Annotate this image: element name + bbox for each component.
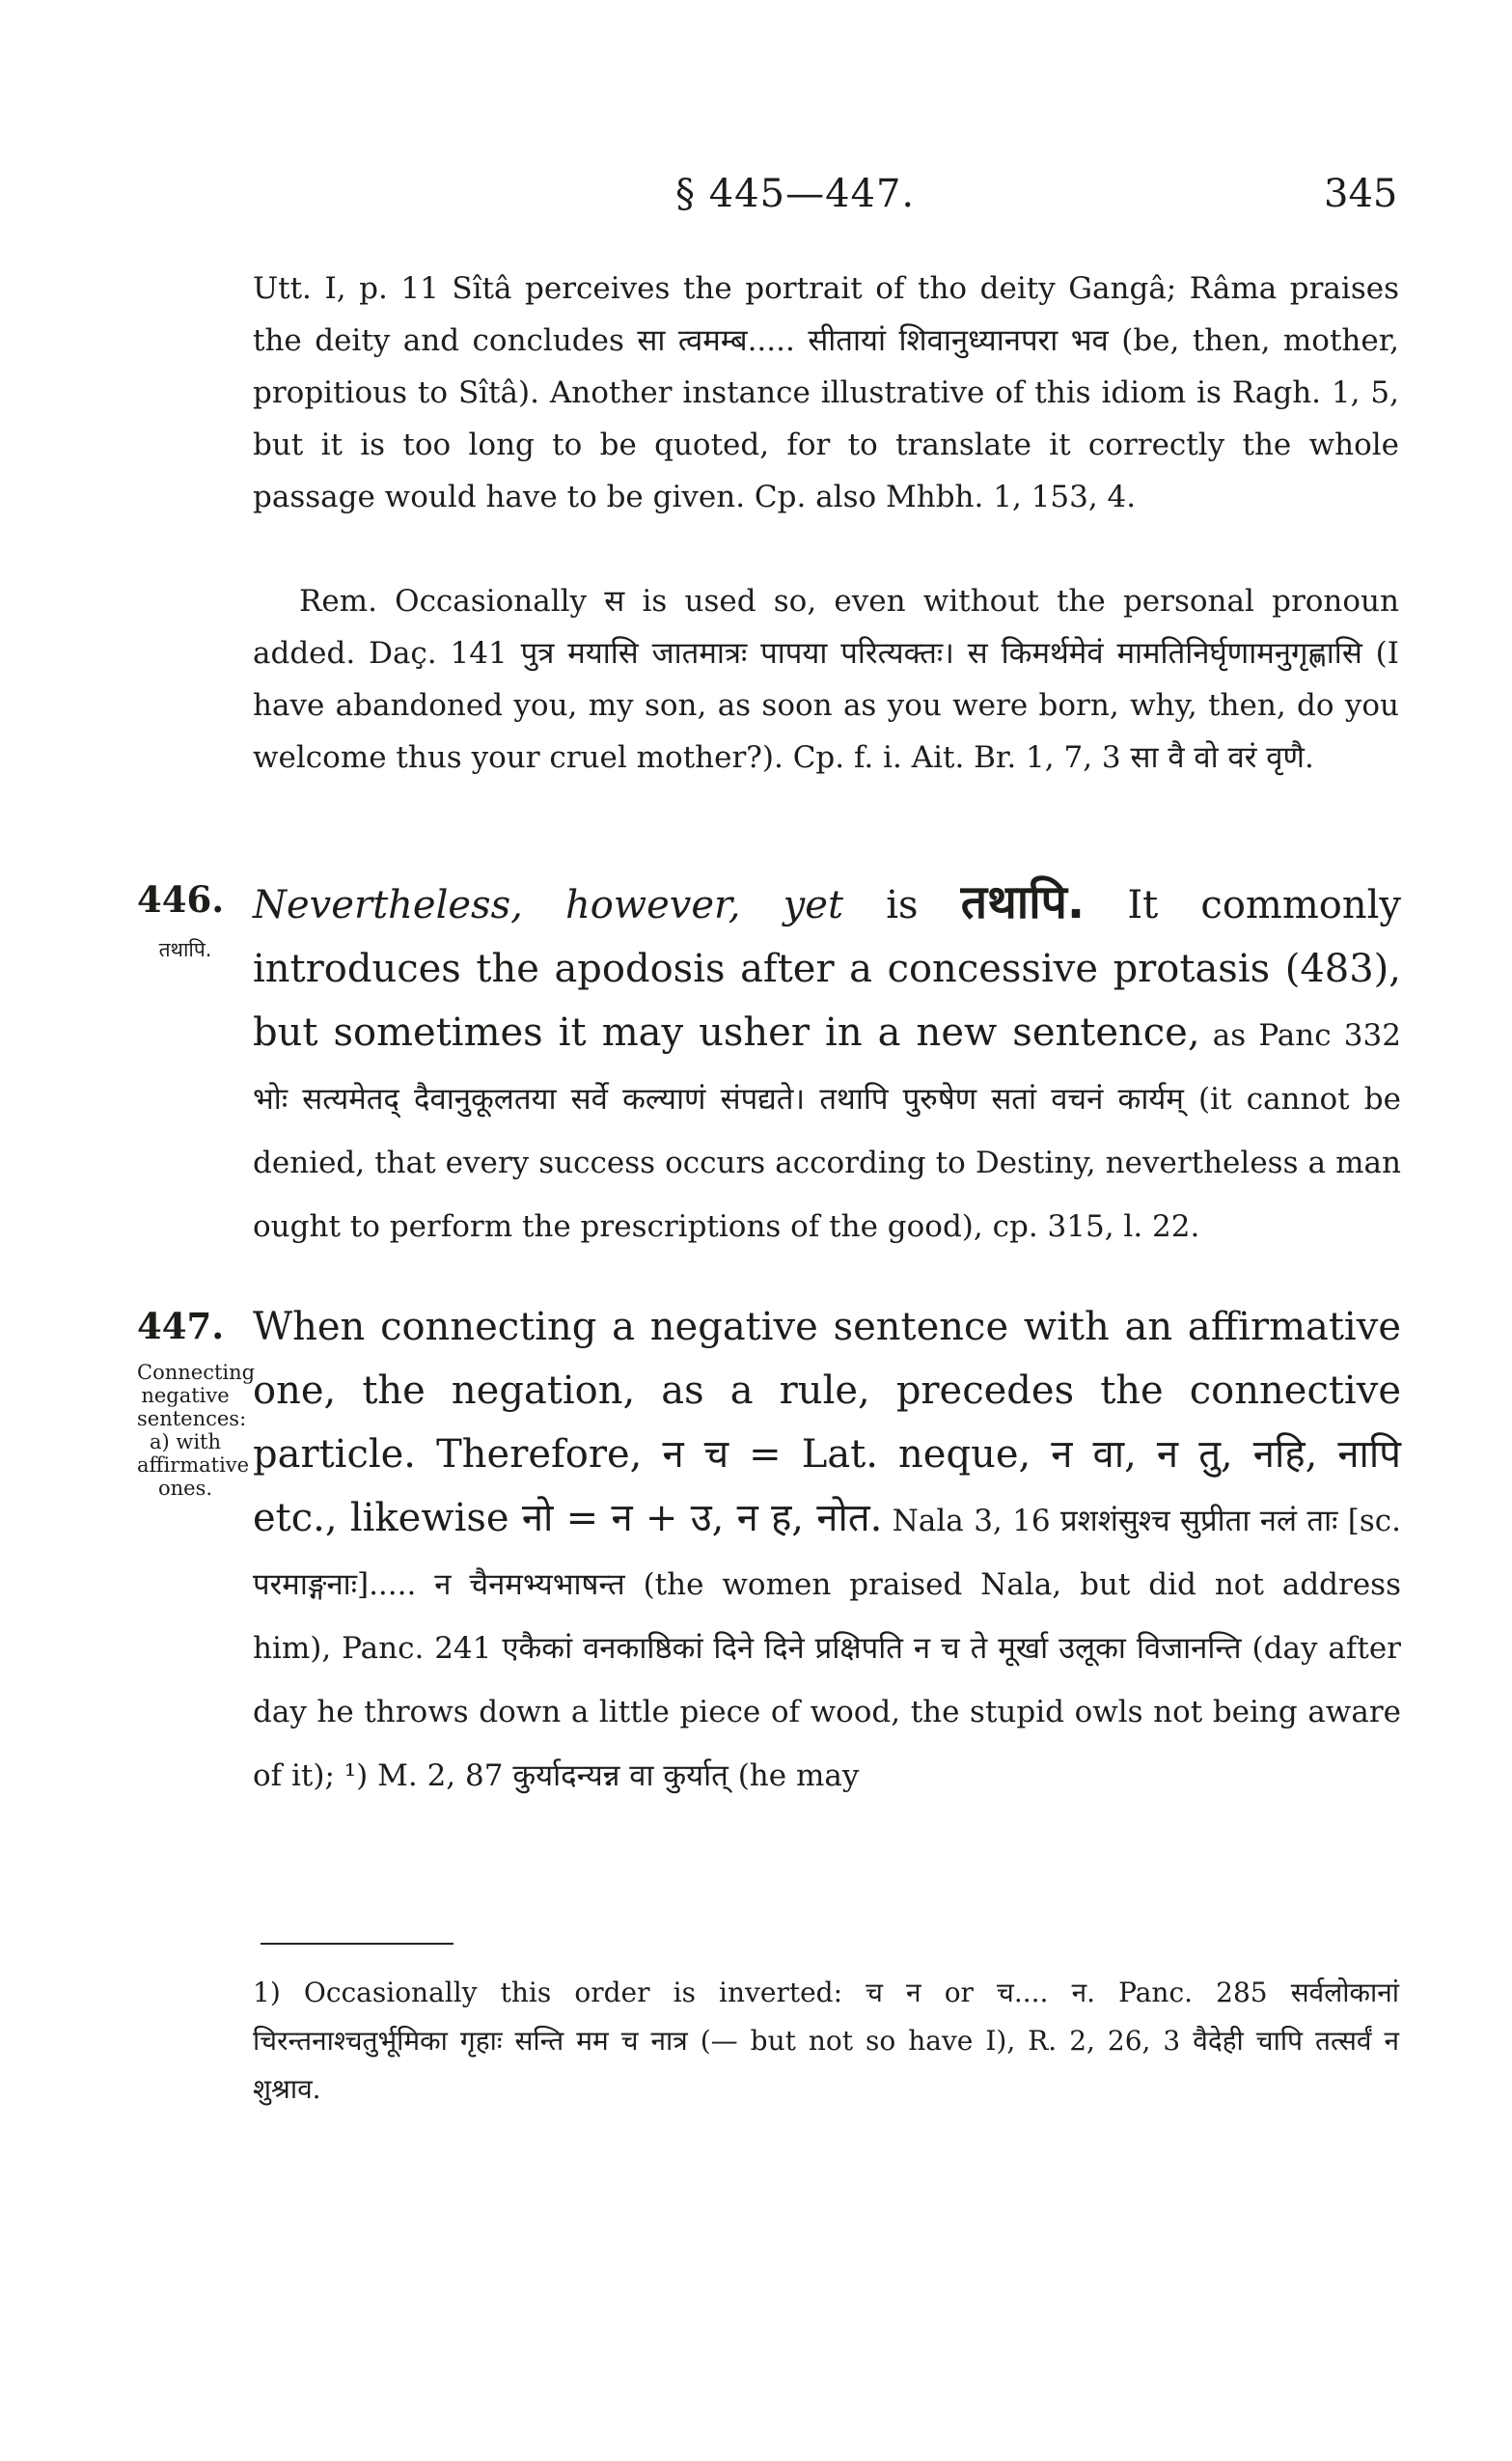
footnote-rule <box>261 1943 454 1945</box>
section-text <box>253 1295 1401 1805</box>
paragraph-445-continued <box>253 263 1399 523</box>
paragraph-text: Utt. I, p. 11 Sîtâ perceives the portrait of tho deity Gangâ; Râma praises the deity and concludes सा त्वमम्ब..... सीतायां शिवानुध्यानपरा भव (be, then, mother, propitious to Sîtâ). Another instance illustrative of this idiom is Ragh. 1, 5, but it is too long to be quoted, for to translate it correctly the whole passage would have to be given. Cp. also Mhbh. 1, 153, 4. <box>253 271 1399 514</box>
section-text <box>253 871 1401 1256</box>
section-headword: तथापि. <box>960 875 1086 929</box>
section-lead: When connecting a negative sentence with an affirmative one, the negation, as a rule, precedes the connective particle. Therefore, न च = Lat. neque, न वा, न तु, नहि, नापि etc., likewise नो = न + उ, न ह, नोत. <box>253 1305 1401 1540</box>
section-number: 447. <box>137 1305 225 1347</box>
running-head: § 445—447. <box>675 172 916 216</box>
footnote <box>253 1969 1399 2114</box>
page-header <box>0 172 1512 230</box>
page-number: 345 <box>1324 172 1398 216</box>
footnote-text: 1) Occasionally this order is inverted: च न or च.... न. Panc. 285 सर्वलोकानां चिरन्तनाश्चतुर्भूमिका गृहाः सन्ति मम च नात्र (— but not so have I), R. 2, 26, 3 वैदेही चापि तत्सर्वं न शुश्राव. <box>253 1977 1399 2105</box>
side-label: Connecting negative sentences: a) with affirmative ones. <box>137 1361 256 1500</box>
side-label: तथापि. <box>158 938 212 961</box>
section-lead: It commonly introduces the apodosis after a concessive protasis (483), but sometimes it may usher in a new sentence, <box>253 883 1401 1055</box>
remark-text: Rem. Occasionally स is used so, even without the personal pronoun added. Daç. 141 पुत्र मयासि जातमात्रः पापया परित्यक्तः। स किमर्थमेवं मामतिनिर्घृणामनुगृह्णासि (I have abandoned you, my son, as soon as you were born, why, then, do you welcome thus your cruel mother?). Cp. f. i. Ait. Br. 1, 7, 3 सा वै वो वरं वृणै. <box>253 584 1399 775</box>
section-body: Nala 3, 16 प्रशशंसुश्च सुप्रीता नलं ताः [sc. परमाङ्गनाः]..... न चैनमभ्यभाषन्त (the women praised Nala, but did not address him), Panc. 241 एकैकां वनकाष्ठिकां दिने दिने प्रक्षिपति न च ते मूर्खा उलूका विजानन्ति (day after day he throws down a little piece of wood, the stupid owls not being aware of it); ¹) M. 2, 87 कुर्यादन्यन्न वा कुर्यात् (he may <box>253 1504 1401 1793</box>
section-lead-italic: Nevertheless, however, yet <box>253 883 844 927</box>
section-lead-is: is <box>843 883 961 927</box>
section-number: 446. <box>137 878 225 921</box>
section-body: as Panc 332 भोः सत्यमेतद् दैवानुकूलतया सर्वे कल्याणं संपद्यते। तथापि पुरुषेण सतां वचनं कार्यम् (it cannot be denied, that every success occurs according to Destiny, nevertheless a man ought to perform the prescriptions of the good), cp. 315, l. 22. <box>253 1018 1401 1244</box>
remark-445 <box>253 575 1399 784</box>
